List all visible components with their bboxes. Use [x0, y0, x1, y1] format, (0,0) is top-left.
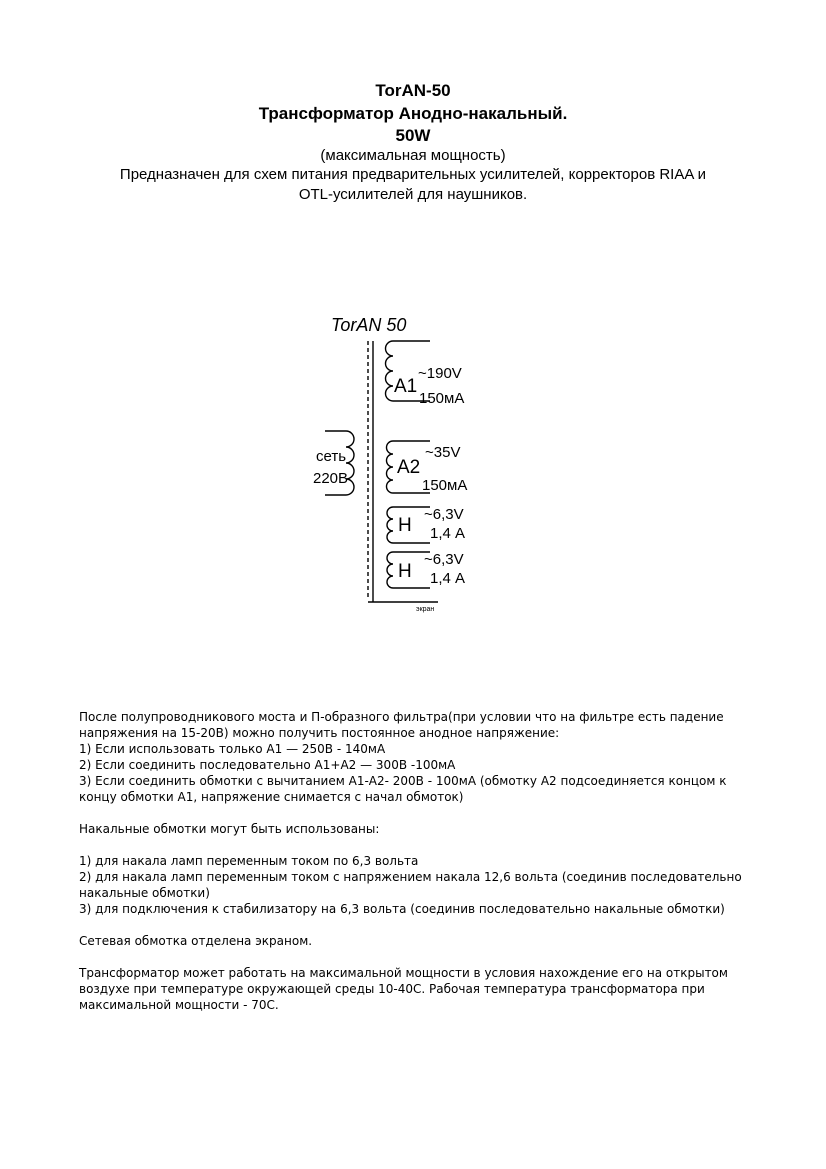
text-line: 3) Если соединить обмотки с вычитанием А1-А2- 200В - 100мА (обмотку А2 подсоединяется концом к [79, 774, 727, 788]
winding-h2-current: 1,4 А [430, 570, 466, 587]
text-line: Трансформатор может работать на максимальной мощности в условия нахождение его на открытом [79, 966, 728, 980]
winding-h1-name: Н [398, 515, 412, 536]
text-line: концу обмотки А1, напряжение снимается с начал обмоток) [79, 790, 464, 804]
winding-a2-name: A2 [397, 457, 421, 478]
text-line: 1) Если использовать только А1 — 250В - 140мА [79, 742, 386, 756]
winding-h2-name: Н [398, 561, 412, 582]
text-line: максимальной мощности - 70С. [79, 998, 279, 1012]
winding-a2-current: 150мА [422, 477, 468, 494]
winding-h2-voltage: ~6,3V [424, 551, 464, 568]
primary-label: сеть [316, 448, 347, 465]
winding-a1-voltage: ~190V [418, 365, 462, 382]
winding-a1-name: A1 [394, 376, 418, 397]
document-title: Трансформатор Анодно-накальный. [258, 104, 568, 123]
text-line: 2) Если соединить последовательно А1+А2 — 300В -100мА [79, 758, 456, 772]
text-line: 1) для накала ламп переменным током по 6,3 вольта [79, 854, 419, 868]
winding-a2-voltage: ~35V [425, 444, 461, 461]
text-line: 2) для накала ламп переменным током с напряжением накала 12,6 вольта (соединив последовательно [79, 870, 742, 884]
transformer-schematic [0, 300, 826, 620]
primary-voltage: 220В [313, 470, 349, 487]
winding-a1-current: 150мА [419, 390, 465, 407]
text-line: 3) для подключения к стабилизатору на 6,3 вольта (соединив последовательно накальные обмотки) [79, 902, 725, 916]
diagram-title: TorAN 50 [331, 315, 407, 335]
text-line: накальные обмотки) [79, 886, 210, 900]
text-line: воздухе при температуре окружающей среды 10-40С. Рабочая температура трансформатора при [79, 982, 705, 996]
text-line: После полупроводникового моста и П-образного фильтра(при условии что на фильтре есть падение [79, 710, 724, 724]
purpose-line-2: OTL-усилителей для наушников. [298, 186, 528, 203]
purpose-line-1: Предназначен для схем питания предварительных усилителей, корректоров RIAA и [119, 166, 707, 183]
winding-h1-voltage: ~6,3V [424, 506, 464, 523]
winding-h1-current: 1,4 А [430, 525, 466, 542]
model-title: TorAN-50 [375, 81, 451, 100]
text-line: напряжения на 15-20В) можно получить постоянное анодное напряжение: [79, 726, 560, 740]
power-rating: 50W [395, 126, 431, 145]
text-line: Сетевая обмотка отделена экраном. [79, 934, 313, 948]
description-text [79, 709, 769, 1013]
shield-label: экран [416, 606, 435, 613]
power-note: (максимальная мощность) [320, 147, 506, 164]
text-line: Накальные обмотки могут быть использованы: [79, 822, 380, 836]
